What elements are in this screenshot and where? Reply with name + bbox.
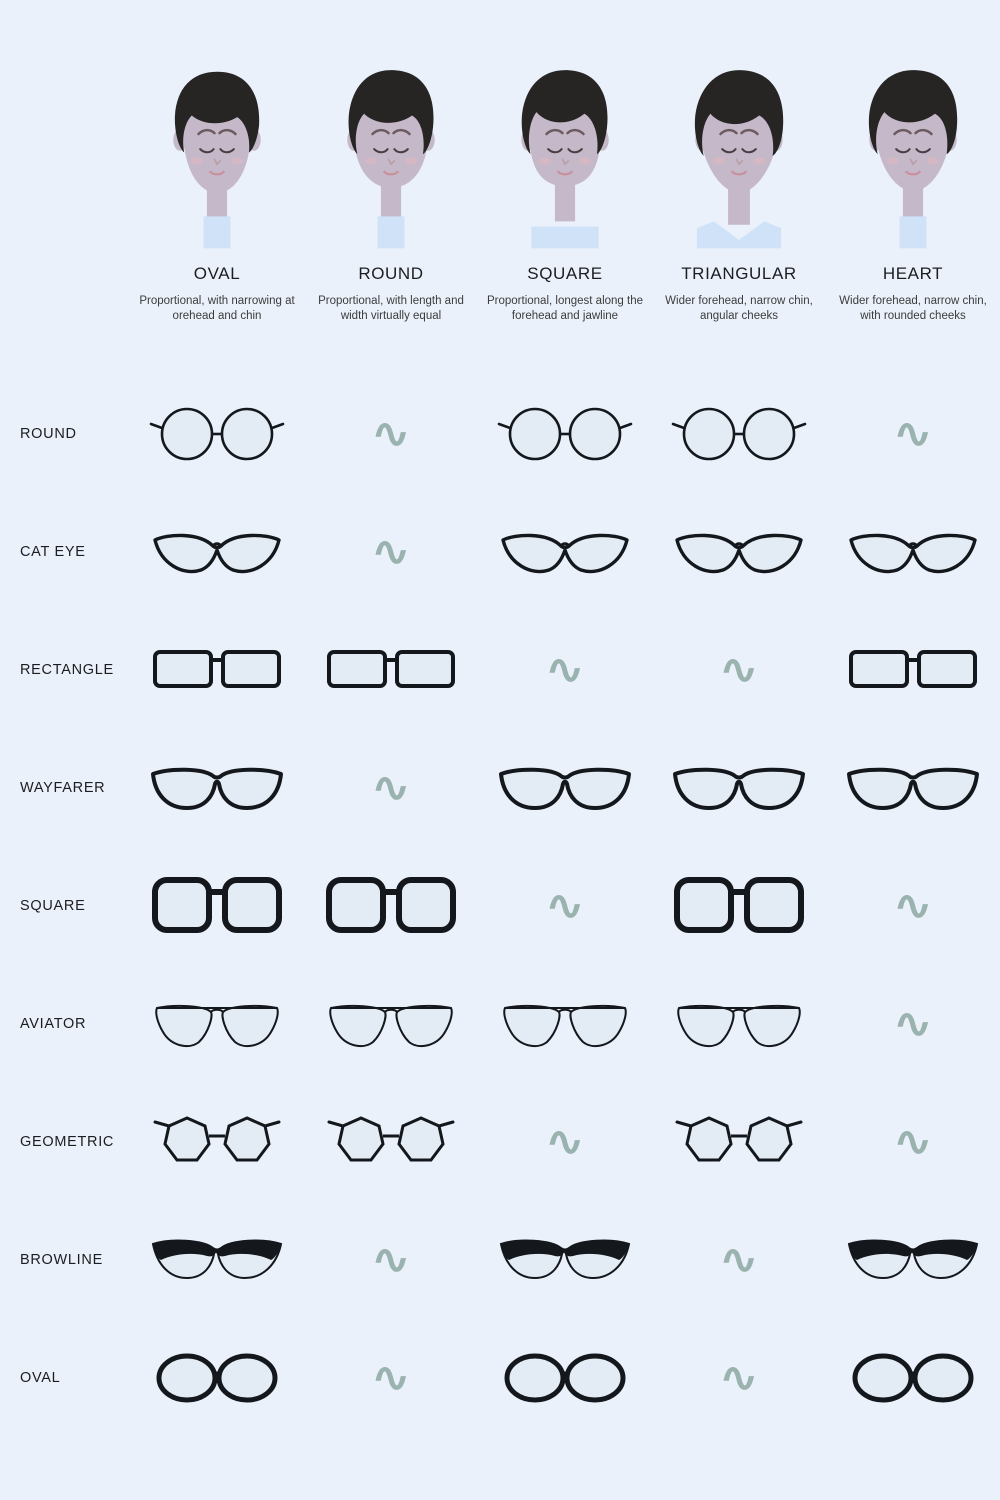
square-glasses-icon	[147, 866, 287, 946]
glasses-cell	[130, 493, 304, 611]
face-illustration-oval-icon	[147, 60, 287, 250]
glasses-row	[0, 729, 1000, 847]
cateye-glasses-icon	[147, 512, 287, 592]
squiggle-icon: ∿	[371, 412, 411, 456]
cateye-glasses-icon	[669, 512, 809, 592]
glasses-cell	[826, 611, 1000, 729]
face-name: HEART	[882, 264, 944, 283]
round-glasses-icon	[495, 394, 635, 474]
glasses-cell	[130, 611, 304, 729]
squiggle-icon: ∿	[719, 1356, 759, 1400]
browline-glasses-icon	[147, 1220, 287, 1300]
not-recommended-cell	[652, 1319, 826, 1437]
face-name: SQUARE	[527, 264, 603, 283]
glasses-cell	[130, 1201, 304, 1319]
geometric-glasses-icon	[669, 1102, 809, 1182]
not-recommended-cell	[304, 1201, 478, 1319]
not-recommended-cell	[478, 1083, 652, 1201]
glasses-cell	[652, 1083, 826, 1201]
face-column-triangular	[652, 60, 826, 324]
face-column-square	[478, 60, 652, 324]
not-recommended-cell	[478, 847, 652, 965]
face-illustration-triangular-icon	[669, 60, 809, 250]
glasses-row-label: RECTANGLE	[20, 662, 114, 678]
squiggle-icon: ∿	[371, 1356, 411, 1400]
squiggle-icon: ∿	[893, 412, 933, 456]
face-column-oval	[130, 60, 304, 324]
glasses-row-label: OVAL	[20, 1370, 61, 1386]
face-description: Proportional, longest along the forehead and jawline	[487, 295, 643, 322]
wayfarer-glasses-icon	[147, 748, 287, 828]
glasses-row-label: GEOMETRIC	[20, 1134, 115, 1150]
geometric-glasses-icon	[321, 1102, 461, 1182]
glasses-cell	[652, 847, 826, 965]
glasses-row-label: AVIATOR	[20, 1016, 87, 1032]
oval-glasses-icon	[495, 1338, 635, 1418]
face-header-row	[130, 60, 1000, 324]
glasses-cell	[130, 965, 304, 1083]
browline-glasses-icon	[495, 1220, 635, 1300]
glasses-cell	[130, 847, 304, 965]
glasses-cell	[826, 493, 1000, 611]
glasses-row	[0, 965, 1000, 1083]
not-recommended-cell	[304, 493, 478, 611]
square-glasses-icon	[321, 866, 461, 946]
round-glasses-icon	[669, 394, 809, 474]
face-illustration-heart-icon	[843, 60, 983, 250]
glasses-row	[0, 1201, 1000, 1319]
rectangle-glasses-icon	[321, 630, 461, 710]
oval-glasses-icon	[843, 1338, 983, 1418]
oval-glasses-icon	[147, 1338, 287, 1418]
glasses-cell	[304, 611, 478, 729]
glasses-cell	[478, 729, 652, 847]
glasses-cell	[478, 493, 652, 611]
glasses-row	[0, 1083, 1000, 1201]
glasses-cell	[826, 1201, 1000, 1319]
not-recommended-cell	[304, 375, 478, 493]
cateye-glasses-icon	[843, 512, 983, 592]
face-description: Wider forehead, narrow chin, angular cheeks	[665, 295, 813, 322]
glasses-row-label: CAT EYE	[20, 544, 86, 560]
glasses-row-label: SQUARE	[20, 898, 86, 914]
squiggle-icon: ∿	[371, 1238, 411, 1282]
glasses-row-label: ROUND	[20, 426, 77, 442]
glasses-row	[0, 847, 1000, 965]
face-illustration-square-icon	[495, 60, 635, 250]
squiggle-icon: ∿	[893, 1120, 933, 1164]
glasses-cell	[130, 1319, 304, 1437]
glasses-row	[0, 1319, 1000, 1437]
glasses-row	[0, 375, 1000, 493]
glasses-cell	[652, 375, 826, 493]
squiggle-icon: ∿	[893, 1002, 933, 1046]
rectangle-glasses-icon	[147, 630, 287, 710]
squiggle-icon: ∿	[371, 530, 411, 574]
not-recommended-cell	[652, 611, 826, 729]
squiggle-icon: ∿	[893, 884, 933, 928]
squiggle-icon: ∿	[719, 648, 759, 692]
glasses-cell	[826, 729, 1000, 847]
face-description: Proportional, with length and width virtually equal	[318, 295, 464, 322]
glasses-cell	[478, 1319, 652, 1437]
glasses-row	[0, 493, 1000, 611]
glasses-cell	[130, 729, 304, 847]
glasses-cell	[652, 729, 826, 847]
not-recommended-cell	[826, 375, 1000, 493]
face-description: Proportional, with narrowing at orehead and chin	[139, 295, 295, 322]
wayfarer-glasses-icon	[669, 748, 809, 828]
wayfarer-glasses-icon	[843, 748, 983, 828]
squiggle-icon: ∿	[545, 648, 585, 692]
aviator-glasses-icon	[669, 984, 809, 1064]
glasses-cell	[478, 375, 652, 493]
glasses-cell	[478, 1201, 652, 1319]
glasses-cell	[478, 965, 652, 1083]
glasses-cell	[304, 1083, 478, 1201]
aviator-glasses-icon	[321, 984, 461, 1064]
glasses-row	[0, 611, 1000, 729]
aviator-glasses-icon	[147, 984, 287, 1064]
not-recommended-cell	[826, 1083, 1000, 1201]
glasses-row-label: BROWLINE	[20, 1252, 103, 1268]
face-name: ROUND	[358, 264, 424, 283]
face-illustration-round-icon	[321, 60, 461, 250]
glasses-cell	[652, 493, 826, 611]
not-recommended-cell	[304, 729, 478, 847]
rectangle-glasses-icon	[843, 630, 983, 710]
squiggle-icon: ∿	[719, 1238, 759, 1282]
face-name: TRIANGULAR	[681, 264, 797, 283]
glasses-cell	[652, 965, 826, 1083]
face-column-heart	[826, 60, 1000, 324]
cateye-glasses-icon	[495, 512, 635, 592]
not-recommended-cell	[652, 1201, 826, 1319]
not-recommended-cell	[304, 1319, 478, 1437]
not-recommended-cell	[478, 611, 652, 729]
glasses-cell	[304, 965, 478, 1083]
browline-glasses-icon	[843, 1220, 983, 1300]
geometric-glasses-icon	[147, 1102, 287, 1182]
round-glasses-icon	[147, 394, 287, 474]
face-description: Wider forehead, narrow chin, with rounded cheeks	[839, 295, 987, 322]
glasses-grid	[0, 375, 1000, 1437]
glasses-row-label: WAYFARER	[20, 780, 106, 796]
squiggle-icon: ∿	[545, 1120, 585, 1164]
glasses-cell	[130, 1083, 304, 1201]
glasses-cell	[130, 375, 304, 493]
squiggle-icon: ∿	[371, 766, 411, 810]
face-name: OVAL	[193, 264, 241, 283]
glasses-cell	[304, 847, 478, 965]
not-recommended-cell	[826, 847, 1000, 965]
glasses-cell	[826, 1319, 1000, 1437]
not-recommended-cell	[826, 965, 1000, 1083]
squiggle-icon: ∿	[545, 884, 585, 928]
face-column-round	[304, 60, 478, 324]
aviator-glasses-icon	[495, 984, 635, 1064]
wayfarer-glasses-icon	[495, 748, 635, 828]
square-glasses-icon	[669, 866, 809, 946]
